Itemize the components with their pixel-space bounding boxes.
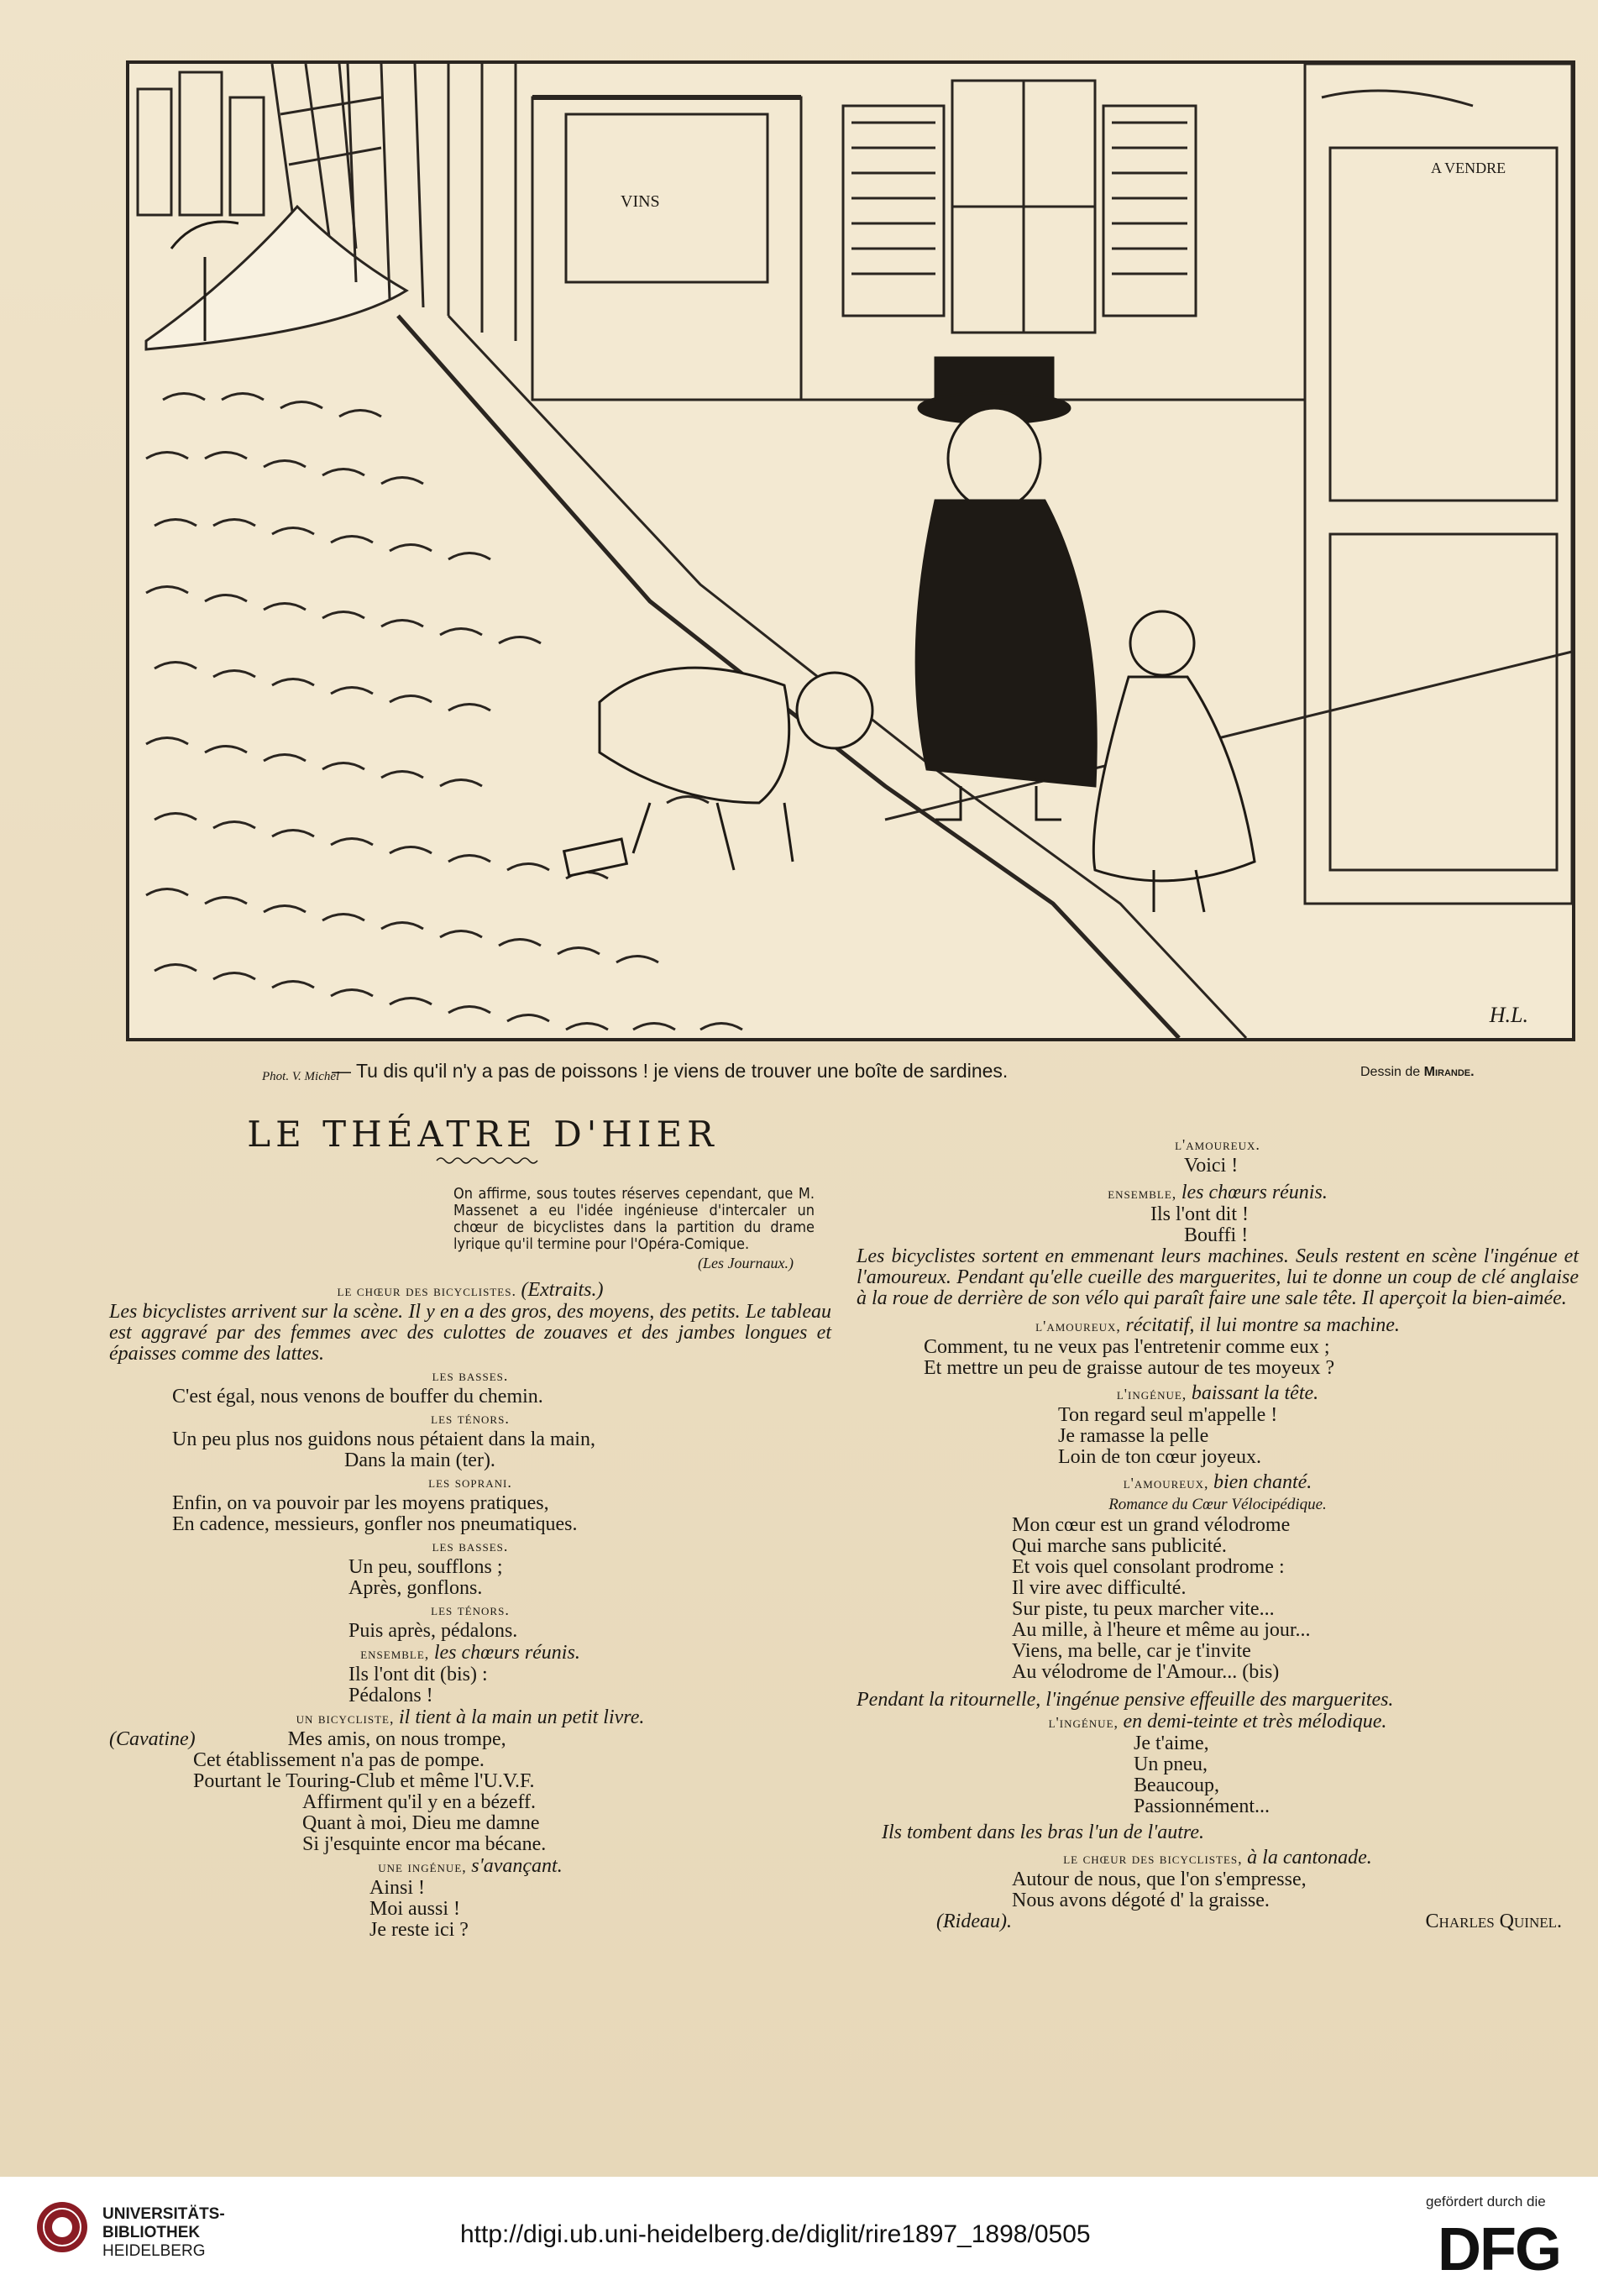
verse-line: Viens, ma belle, car je t'invite <box>1012 1640 1251 1662</box>
sign-a-vendre: A VENDRE <box>1431 160 1506 176</box>
photographer-signature: Phot. V. Michel <box>262 1070 340 1083</box>
verse-line: Ton regard seul m'appelle ! <box>1058 1404 1278 1426</box>
role-heading: l'amoureux, récitatif, il lui montre sa machine. <box>1035 1314 1400 1336</box>
verse-line: Un peu, soufflons ; <box>348 1556 503 1578</box>
permalink-url[interactable]: http://digi.ub.uni-heidelberg.de/diglit/rire1897_1898/0505 <box>460 2220 1091 2248</box>
role-heading: les soprani. <box>428 1474 512 1491</box>
role-heading: ensemble, les chœurs réunis. <box>360 1642 580 1664</box>
verse-line: Affirment qu'il y en a bézeff. <box>302 1791 537 1813</box>
verse-line: Au mille, à l'heure et même au jour... <box>1012 1619 1311 1641</box>
verse-line: Je t'aime, <box>1134 1732 1209 1754</box>
illustration-caption: — Tu dis qu'il n'y a pas de poissons ! je viens de trouver une boîte de sardines. <box>332 1060 1009 1082</box>
credit-prefix: Dessin de <box>1360 1065 1421 1079</box>
verse-line: Sur piste, tu peux marcher vite... <box>1012 1598 1275 1620</box>
footer-bar <box>0 2177 1598 2296</box>
university-library-name: UNIVERSITÄTS- BIBLIOTHEK HEIDELBERG <box>102 2205 225 2260</box>
funding-note: gefördert durch die <box>1426 2194 1546 2210</box>
epigraph-source: (Les Journaux.) <box>698 1255 794 1271</box>
verse-line: Dans la main (ter). <box>344 1449 495 1471</box>
stage-direction: Pendant la ritournelle, l'ingénue pensive effeuille des marguerites. <box>857 1689 1394 1711</box>
role-heading: l'amoureux. <box>1175 1136 1260 1153</box>
role-heading: le chœur des bicyclistes. (Extraits.) <box>337 1279 604 1301</box>
verse-line: Un pneu, <box>1134 1753 1208 1775</box>
verse-line: Au vélodrome de l'Amour... (bis) <box>1012 1661 1280 1683</box>
closing-line <box>857 1911 1579 1935</box>
verse-line: Cet établissement n'a pas de pompe. <box>193 1749 485 1771</box>
sign-vins: VINS <box>621 192 660 211</box>
title-ornament <box>143 1150 831 1171</box>
verse-line: Ainsi ! <box>369 1877 425 1899</box>
verse-line: Passionnément... <box>1134 1795 1270 1817</box>
verse-line: Mon cœur est un grand vélodrome <box>1012 1514 1291 1536</box>
role-heading: l'ingénue, en demi-teinte et très mélodique. <box>1048 1711 1387 1732</box>
romance-subtitle: Romance du Cœur Vélocipédique. <box>1108 1496 1327 1513</box>
verse-line: Quant à moi, Dieu me damne <box>302 1812 540 1834</box>
verse-line: Enfin, on va pouvoir par les moyens pratiques, <box>172 1492 549 1514</box>
verse-line: Et vois quel consolant prodrome : <box>1012 1556 1285 1578</box>
verse-line: Comment, tu ne veux pas l'entretenir comme eux ; <box>924 1336 1330 1358</box>
role-heading: les ténors. <box>431 1601 510 1618</box>
verse-line: Beaucoup, <box>1134 1774 1219 1796</box>
verse-line: Je reste ici ? <box>369 1919 469 1941</box>
verse-line: Puis après, pédalons. <box>348 1620 518 1642</box>
verse-line: En cadence, messieurs, gonfler nos pneumatiques. <box>172 1513 578 1535</box>
credit-artist: Mirande. <box>1423 1065 1475 1079</box>
verse-line: Si j'esquinte encor ma bécane. <box>302 1833 547 1855</box>
verse-line: Je ramasse la pelle <box>1058 1425 1209 1447</box>
artist-signature: H.L. <box>1489 1003 1528 1027</box>
verse-line: C'est égal, nous venons de bouffer du chemin. <box>172 1386 543 1407</box>
verse-line: Loin de ton cœur joyeux. <box>1058 1446 1261 1468</box>
verse-line: Autour de nous, que l'on s'empresse, <box>1012 1869 1307 1890</box>
role-heading: un bicycliste, il tient à la main un petit livre. <box>296 1706 645 1728</box>
dfg-logo: DFG <box>1438 2216 1560 2283</box>
author-name: Charles Quinel. <box>1425 1911 1562 1932</box>
stage-direction: Les bicyclistes arrivent sur la scène. Il y en a des gros, des moyens, des petits. Le tableau est aggravé par des femmes avec des culottes de zouaves et des jambes longues et épaisses comme des lattes. <box>109 1301 831 1365</box>
verse-line: Il vire avec difficulté. <box>1012 1577 1187 1599</box>
verse-line: Nous avons dégoté d' la graisse. <box>1012 1890 1270 1911</box>
verse-line: Pourtant le Touring-Club et même l'U.V.F. <box>193 1770 535 1792</box>
street-scene-drawing <box>129 64 1572 1038</box>
drawing-credit <box>1360 1065 1475 1080</box>
verse-line: Et mettre un peu de graisse autour de tes moyeux ? <box>924 1357 1335 1379</box>
role-heading: le chœur des bicyclistes, à la cantonade. <box>1063 1847 1372 1869</box>
stage-direction: Ils tombent dans les bras l'un de l'autre. <box>882 1822 1205 1843</box>
university-seal-icon <box>35 2200 89 2254</box>
verse-line: Ils l'ont dit ! <box>1150 1203 1249 1225</box>
role-heading: ensemble, les chœurs réunis. <box>1108 1182 1328 1203</box>
verse-line: Pédalons ! <box>348 1685 433 1706</box>
verse-line: Bouffi ! <box>1184 1224 1249 1246</box>
verse-line: Après, gonflons. <box>348 1577 483 1599</box>
article-title: LE THÉATRE D'HIER <box>247 1114 719 1155</box>
verse-line: Un peu plus nos guidons nous pétaient dans la main, <box>172 1428 595 1450</box>
right-column <box>857 1134 1579 1935</box>
verse-line: Ils l'ont dit (bis) : <box>348 1664 488 1685</box>
curtain-note: (Rideau). <box>936 1911 1012 1932</box>
role-heading: les ténors. <box>431 1410 510 1427</box>
role-heading: l'ingénue, baissant la tête. <box>1116 1382 1319 1404</box>
figures <box>171 222 1255 912</box>
stage-direction: Les bicyclistes sortent en emmenant leurs machines. Seuls restent en scène l'ingénue et l'amoureux. Pendant qu'elle cueille des marguerites, lui te donne un coup de clé anglaise à la roue de derrière de son vélo qui paraît faire une sale tête. Il aperçoit la bien-aimée. <box>857 1245 1579 1309</box>
role-heading: les basses. <box>432 1367 509 1384</box>
role-heading: les basses. <box>432 1538 509 1554</box>
verse-line: Voici ! <box>1184 1155 1239 1177</box>
verse-line: (Cavatine) Mes amis, on nous trompe, <box>109 1728 506 1750</box>
epigraph: On affirme, sous toutes réserves cependant, que M. Massenet a eu l'idée ingénieuse d'intercaler un chœur de bicyclistes dans la partition du drame lyrique qu'il termine pour l'Opéra-Comique. <box>453 1185 815 1253</box>
verse-line: Moi aussi ! <box>369 1898 460 1920</box>
verse-line: Qui marche sans publicité. <box>1012 1535 1227 1557</box>
role-heading: une ingénue, s'avançant. <box>378 1855 563 1877</box>
left-column <box>109 1114 831 1941</box>
role-heading: l'amoureux, bien chanté. <box>1123 1471 1312 1493</box>
